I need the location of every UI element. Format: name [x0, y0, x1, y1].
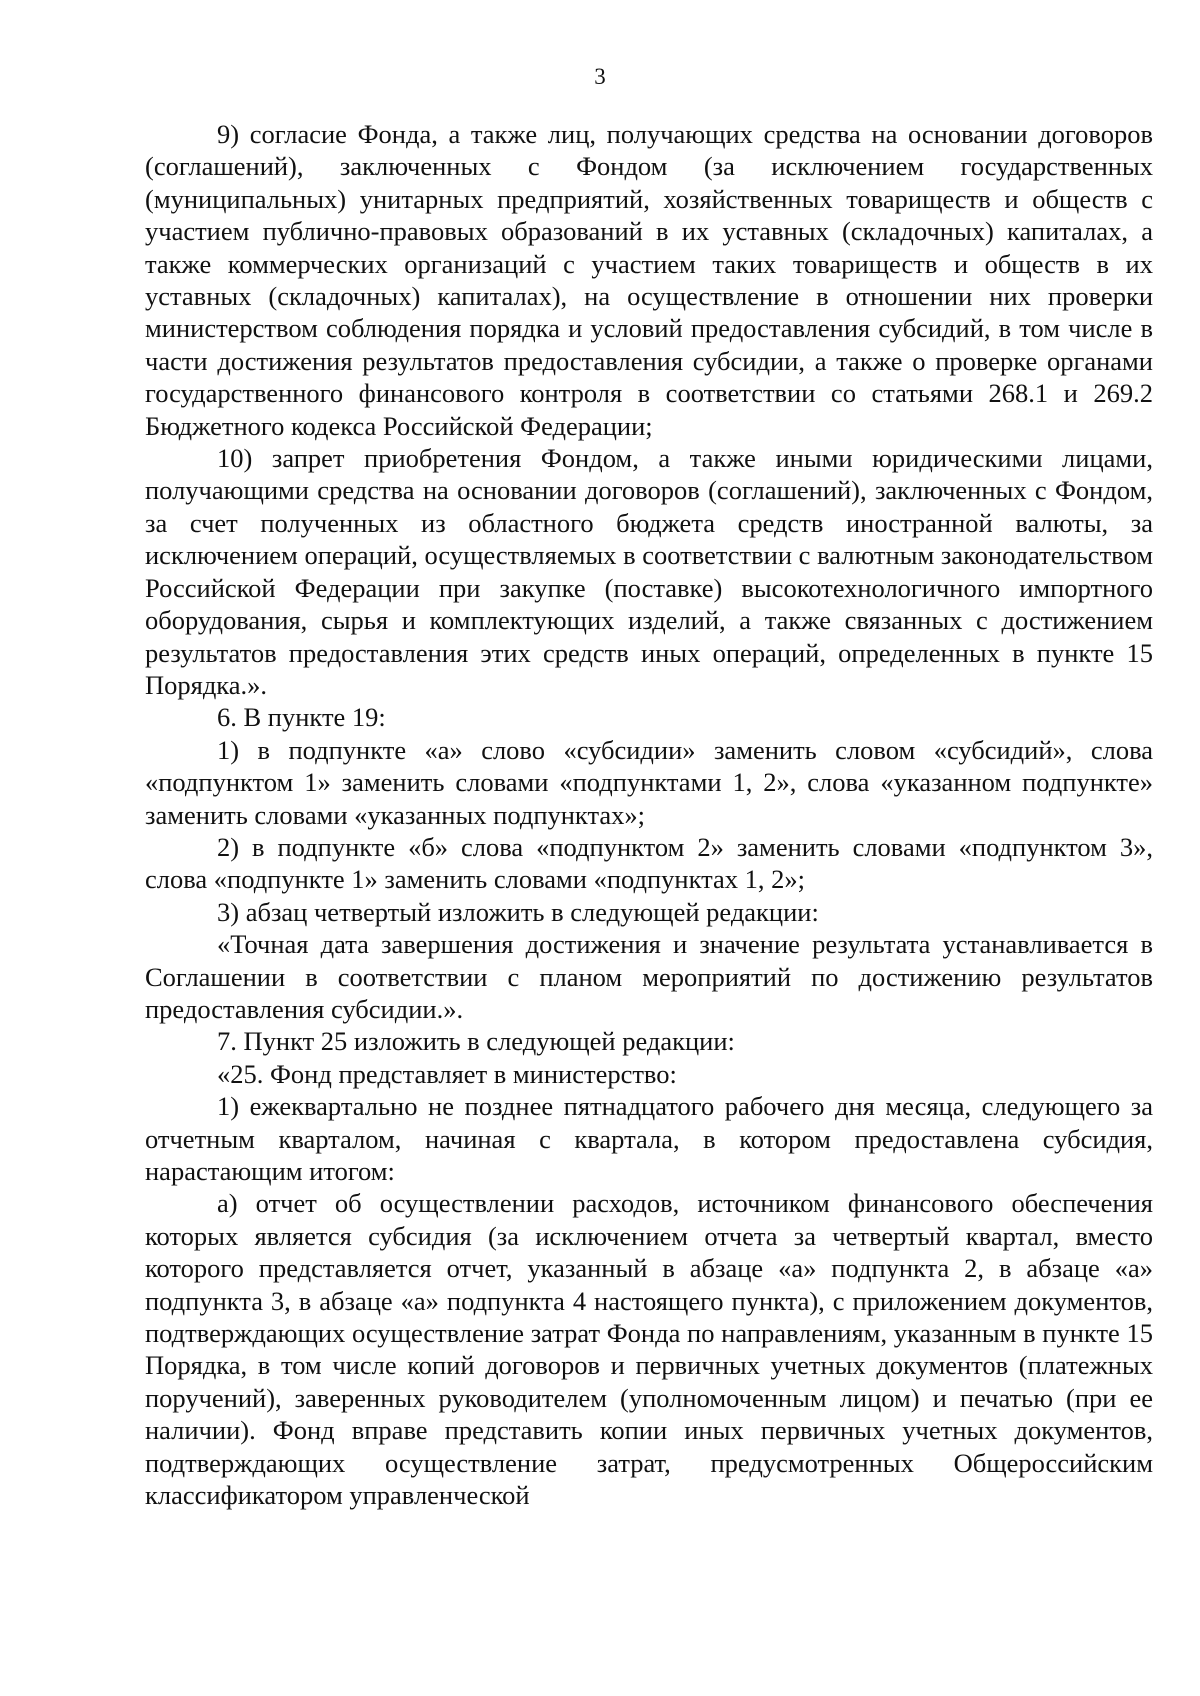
paragraph-item-9-consent: 9) согласие Фонда, а также лиц, получающих средства на основании договоров (соглашений), заключенных с Фондом (за исключением государственных (муниципальных) унитарных предприятий, хозяйственных товариществ и обществ с участием публично-правовых образований в их уставных (складочных) капиталах, а также коммерческих организаций с участием таких товариществ и обществ в их уставных (складочных) капиталах), на осуществление в отношении них проверки министерством соблюдения порядка и условий предоставления субсидий, в том числе в части достижения результатов предоставления субсидии, а также о проверке органами государственного финансового контроля в соответствии со статьями 268.1 и 269.2 Бюджетного кодекса Российской Федерации;	[145, 119, 1153, 441]
paragraph-new-wording-quote: «Точная дата завершения достижения и значение результата устанавливается в Соглашении в соответствии с планом мероприятий по достижению результатов предоставления субсидии.».	[145, 929, 1153, 1024]
page-number: 3	[594, 64, 606, 89]
paragraph-point-6-sub-3: 3) абзац четвертый изложить в следующей редакции:	[217, 896, 819, 927]
paragraph-point-25-intro: «25. Фонд представляет в министерство:	[217, 1058, 677, 1089]
paragraph-point-6-heading: 6. В пункте 19:	[217, 702, 386, 733]
paragraph-point-25-sub-1-a: а) отчет об осуществлении расходов, источником финансового обеспечения которых является субсидия (за исключением отчета за четвертый квартал, вместо которого представляется отчет, указанный в абзаце «а» подпункта 2, в абзаце «а» подпункта 3, в абзаце «а» подпункта 4 настоящего пункта), с приложением документов, подтверждающих осуществление затрат Фонда по направлениям, указанным в пункте 15 Порядка, в том числе копий договоров и первичных учетных документов (платежных поручений), заверенных руководителем (уполномоченным лицом) и печатью (при ее наличии). Фонд вправе представить копии иных первичных учетных документов, подтверждающих осуществление затрат, предусмотренных Общероссийским классификатором управленческой	[145, 1188, 1153, 1511]
paragraph-point-6-sub-1: 1) в подпункте «а» слово «субсидии» заменить словом «субсидий», слова «подпунктом 1» заменить словами «подпунктами 1, 2», слова «указанном подпункте» заменить словами «указанных подпунктах»;	[145, 734, 1153, 830]
document-body	[145, 118, 1153, 1511]
paragraph-point-7-heading: 7. Пункт 25 изложить в следующей редакции:	[217, 1026, 735, 1057]
paragraph-point-25-sub-1: 1) ежеквартально не позднее пятнадцатого рабочего дня месяца, следующего за отчетным кварталом, начиная с квартала, в котором предоставлена субсидия, нарастающим итогом:	[145, 1091, 1153, 1186]
paragraph-item-10-currency-ban: 10) запрет приобретения Фондом, а также иными юридическими лицами, получающими средства на основании договоров (соглашений), заключенных с Фондом, за счет полученных из областного бюджета средств иностранной валюты, за исключением операций, осуществляемых в соответствии с валютным законодательством Российской Федерации при закупке (поставке) высокотехнологичного импортного оборудования, сырья и комплектующих изделий, а также связанных с достижением результатов предоставления этих средств иных операций, определенных в пункте 15 Порядка.».	[145, 443, 1153, 700]
paragraph-point-6-sub-2: 2) в подпункте «б» слова «подпунктом 2» заменить словами «подпунктом 3», слова «подпункте 1» заменить словами «подпунктах 1, 2»;	[145, 831, 1153, 895]
